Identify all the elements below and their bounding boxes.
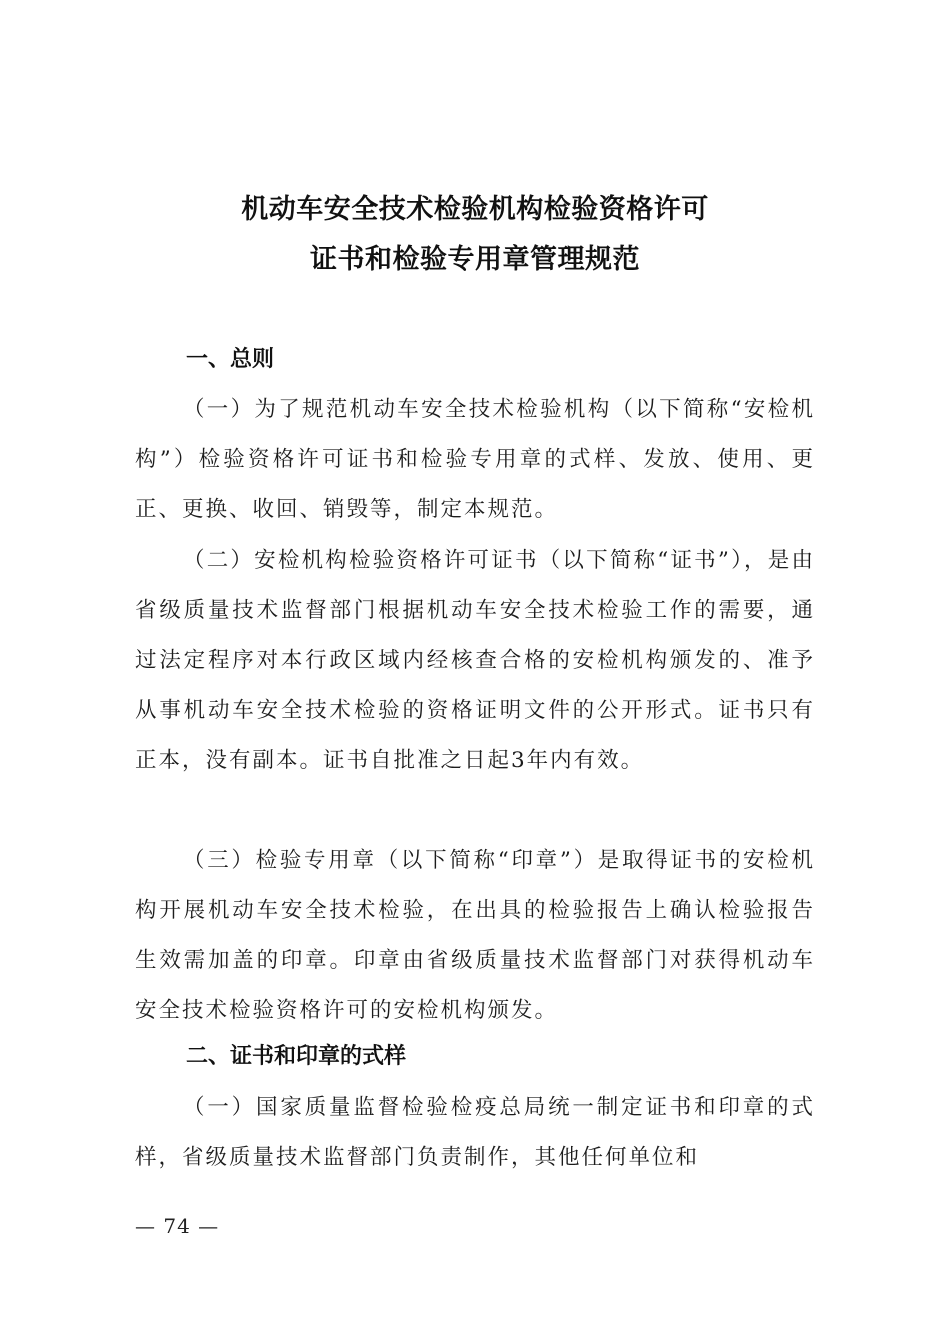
paragraph-2-certificate: （二）安检机构检验资格许可证书（以下简称“证书”），是由省级质量技术监督部门根据机动车安全技术检验工作的需要，通过法定程序对本行政区域内经核查合格的安检机构颁发的、准予从事机动车安全技术检验的资格证明文件的公开形式。证书只有正本，没有副本。证书自批准之日起3年内有效。 xyxy=(135,548,815,773)
section-heading-general: 一、总则 xyxy=(186,347,275,372)
page-number: — 74 — xyxy=(135,1214,220,1238)
paragraph-3-seal: （三）检验专用章（以下简称“印章”）是取得证书的安检机构开展机动车安全技术检验，在出具的检验报告上确认检验报告生效需加盖的印章。印章由省级质量技术监督部门对获得机动车安全技术检验资格许可的安检机构颁发。 xyxy=(135,848,815,1023)
paragraph-1-purpose: （一）为了规范机动车安全技术检验机构（以下简称“安检机构”）检验资格许可证书和检验专用章的式样、发放、使用、更正、更换、收回、销毁等，制定本规范。 xyxy=(135,397,815,522)
section-heading-styles: 二、证书和印章的式样 xyxy=(186,1044,407,1069)
document-title-line-1: 机动车安全技术检验机构检验资格许可 xyxy=(241,194,709,225)
paragraph-4-unified-style: （一）国家质量监督检验检疫总局统一制定证书和印章的式样，省级质量技术监督部门负责制作，其他任何单位和 xyxy=(135,1095,815,1170)
document-title-line-2: 证书和检验专用章管理规范 xyxy=(310,244,640,275)
